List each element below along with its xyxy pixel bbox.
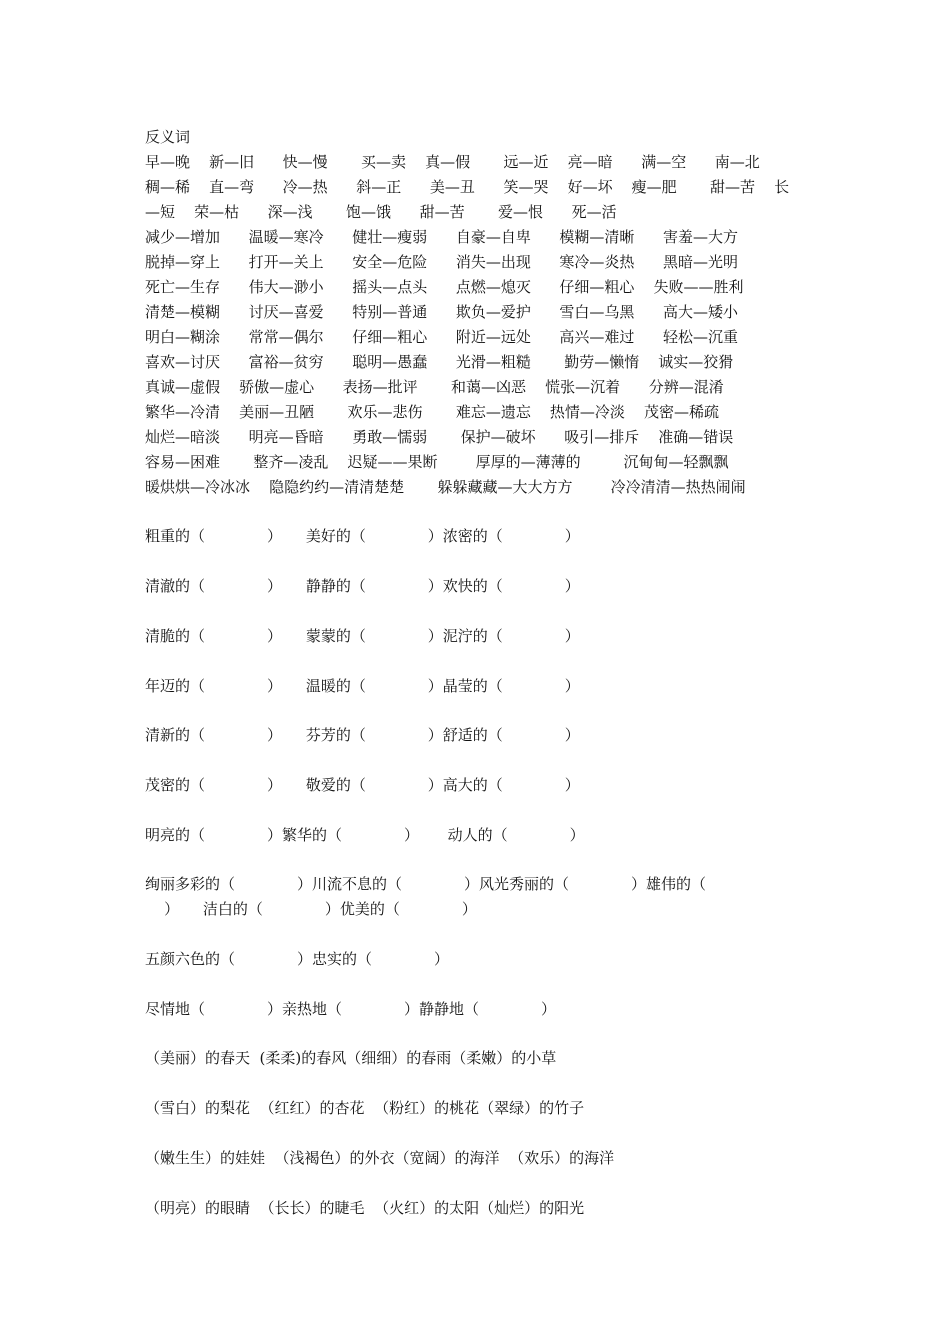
fill-blank-line: 茂密的（ ） 敬爱的（ ）高大的（ ）	[145, 776, 580, 794]
antonym-line: 明白—糊涂 常常—偶尔 仔细—粗心 附近—远处 高兴—难过 轻松—沉重	[145, 328, 739, 346]
antonym-line: 灿烂—暗淡 明亮—昏暗 勇敢—懦弱 保护—破坏 吸引—排斥 准确—错误	[145, 428, 734, 446]
fill-blank-line: 尽情地（ ）亲热地（ ）静静地（ ）	[145, 1000, 556, 1018]
antonym-line: 减少—增加 温暖—寒冷 健壮—瘦弱 自豪—自卑 模糊—清晰 害羞—大方	[145, 228, 739, 246]
antonym-line: 喜欢—讨厌 富裕—贫穷 聪明—愚蠢 光滑—粗糙 勤劳—懒惰 诚实—狡猾	[145, 353, 734, 371]
antonym-line: —短 荣—枯 深—浅 饱—饿 甜—苦 爱—恨 死—活	[145, 203, 617, 221]
fill-blank-line: 五颜六色的（ ）忠实的（ ）	[145, 950, 449, 968]
antonym-line: 繁华—冷清 美丽—丑陋 欢乐—悲伤 难忘—遗忘 热情—冷淡 茂密—稀疏	[145, 403, 719, 421]
antonym-line: 死亡—生存 伟大—渺小 摇头—点头 点燃—熄灭 仔细—粗心 失败——胜利	[145, 278, 744, 296]
example-line: （明亮）的眼睛 （长长）的睫毛 （火红）的太阳（灿烂）的阳光	[145, 1199, 585, 1217]
antonym-line: 稠—稀 直—弯 冷—热 斜—正 美—丑 笑—哭 好—坏 瘦—肥 甜—苦 长	[145, 178, 790, 196]
example-line: （美丽）的春天 (柔柔)的春风（细细）的春雨（柔嫩）的小草	[145, 1049, 557, 1067]
fill-blank-line: 明亮的（ ）繁华的（ ） 动人的（ ）	[145, 826, 585, 844]
antonym-line: 清楚—模糊 讨厌—喜爱 特别—普通 欺负—爱护 雪白—乌黑 高大—矮小	[145, 303, 739, 321]
antonym-line: 脱掉—穿上 打开—关上 安全—危险 消失—出现 寒冷—炎热 黑暗—光明	[145, 253, 739, 271]
fill-blank-line: 清新的（ ） 芬芳的（ ）舒适的（ ）	[145, 726, 580, 744]
fill-blank-line: 清澈的（ ） 静静的（ ）欢快的（ ）	[145, 577, 580, 595]
example-line: （雪白）的梨花 （红红）的杏花 （粉红）的桃花（翠绿）的竹子	[145, 1099, 585, 1117]
example-line: （嫩生生）的娃娃 （浅褐色）的外衣（宽阔）的海洋 （欢乐）的海洋	[145, 1149, 615, 1167]
fill-blank-line: 粗重的（ ） 美好的（ ）浓密的（ ）	[145, 527, 580, 545]
antonym-line: 暖烘烘—冷冰冰 隐隐约约—清清楚楚 躲躲藏藏—大大方方 冷冷清清—热热闹闹	[145, 478, 746, 496]
section-title: 反义词	[145, 128, 191, 146]
antonym-line: 早—晚 新—旧 快—慢 买—卖 真—假 远—近 亮—暗 满—空 南—北	[145, 153, 760, 171]
fill-blank-line: 绚丽多彩的（ ）川流不息的（ ）风光秀丽的（ ）雄伟的（ ） 洁白的（ ）优美的（ ）	[145, 875, 706, 918]
antonym-line: 容易—困难 整齐—凌乱 迟疑——果断 厚厚的—薄薄的 沉甸甸—轻飘飘	[145, 453, 729, 471]
antonym-line: 真诚—虚假 骄傲—虚心 表扬—批评 和蔼—凶恶 慌张—沉着 分辨—混淆	[145, 378, 724, 396]
fill-blank-line: 清脆的（ ） 蒙蒙的（ ）泥泞的（ ）	[145, 627, 580, 645]
fill-blank-line: 年迈的（ ） 温暖的（ ）晶莹的（ ）	[145, 677, 580, 695]
